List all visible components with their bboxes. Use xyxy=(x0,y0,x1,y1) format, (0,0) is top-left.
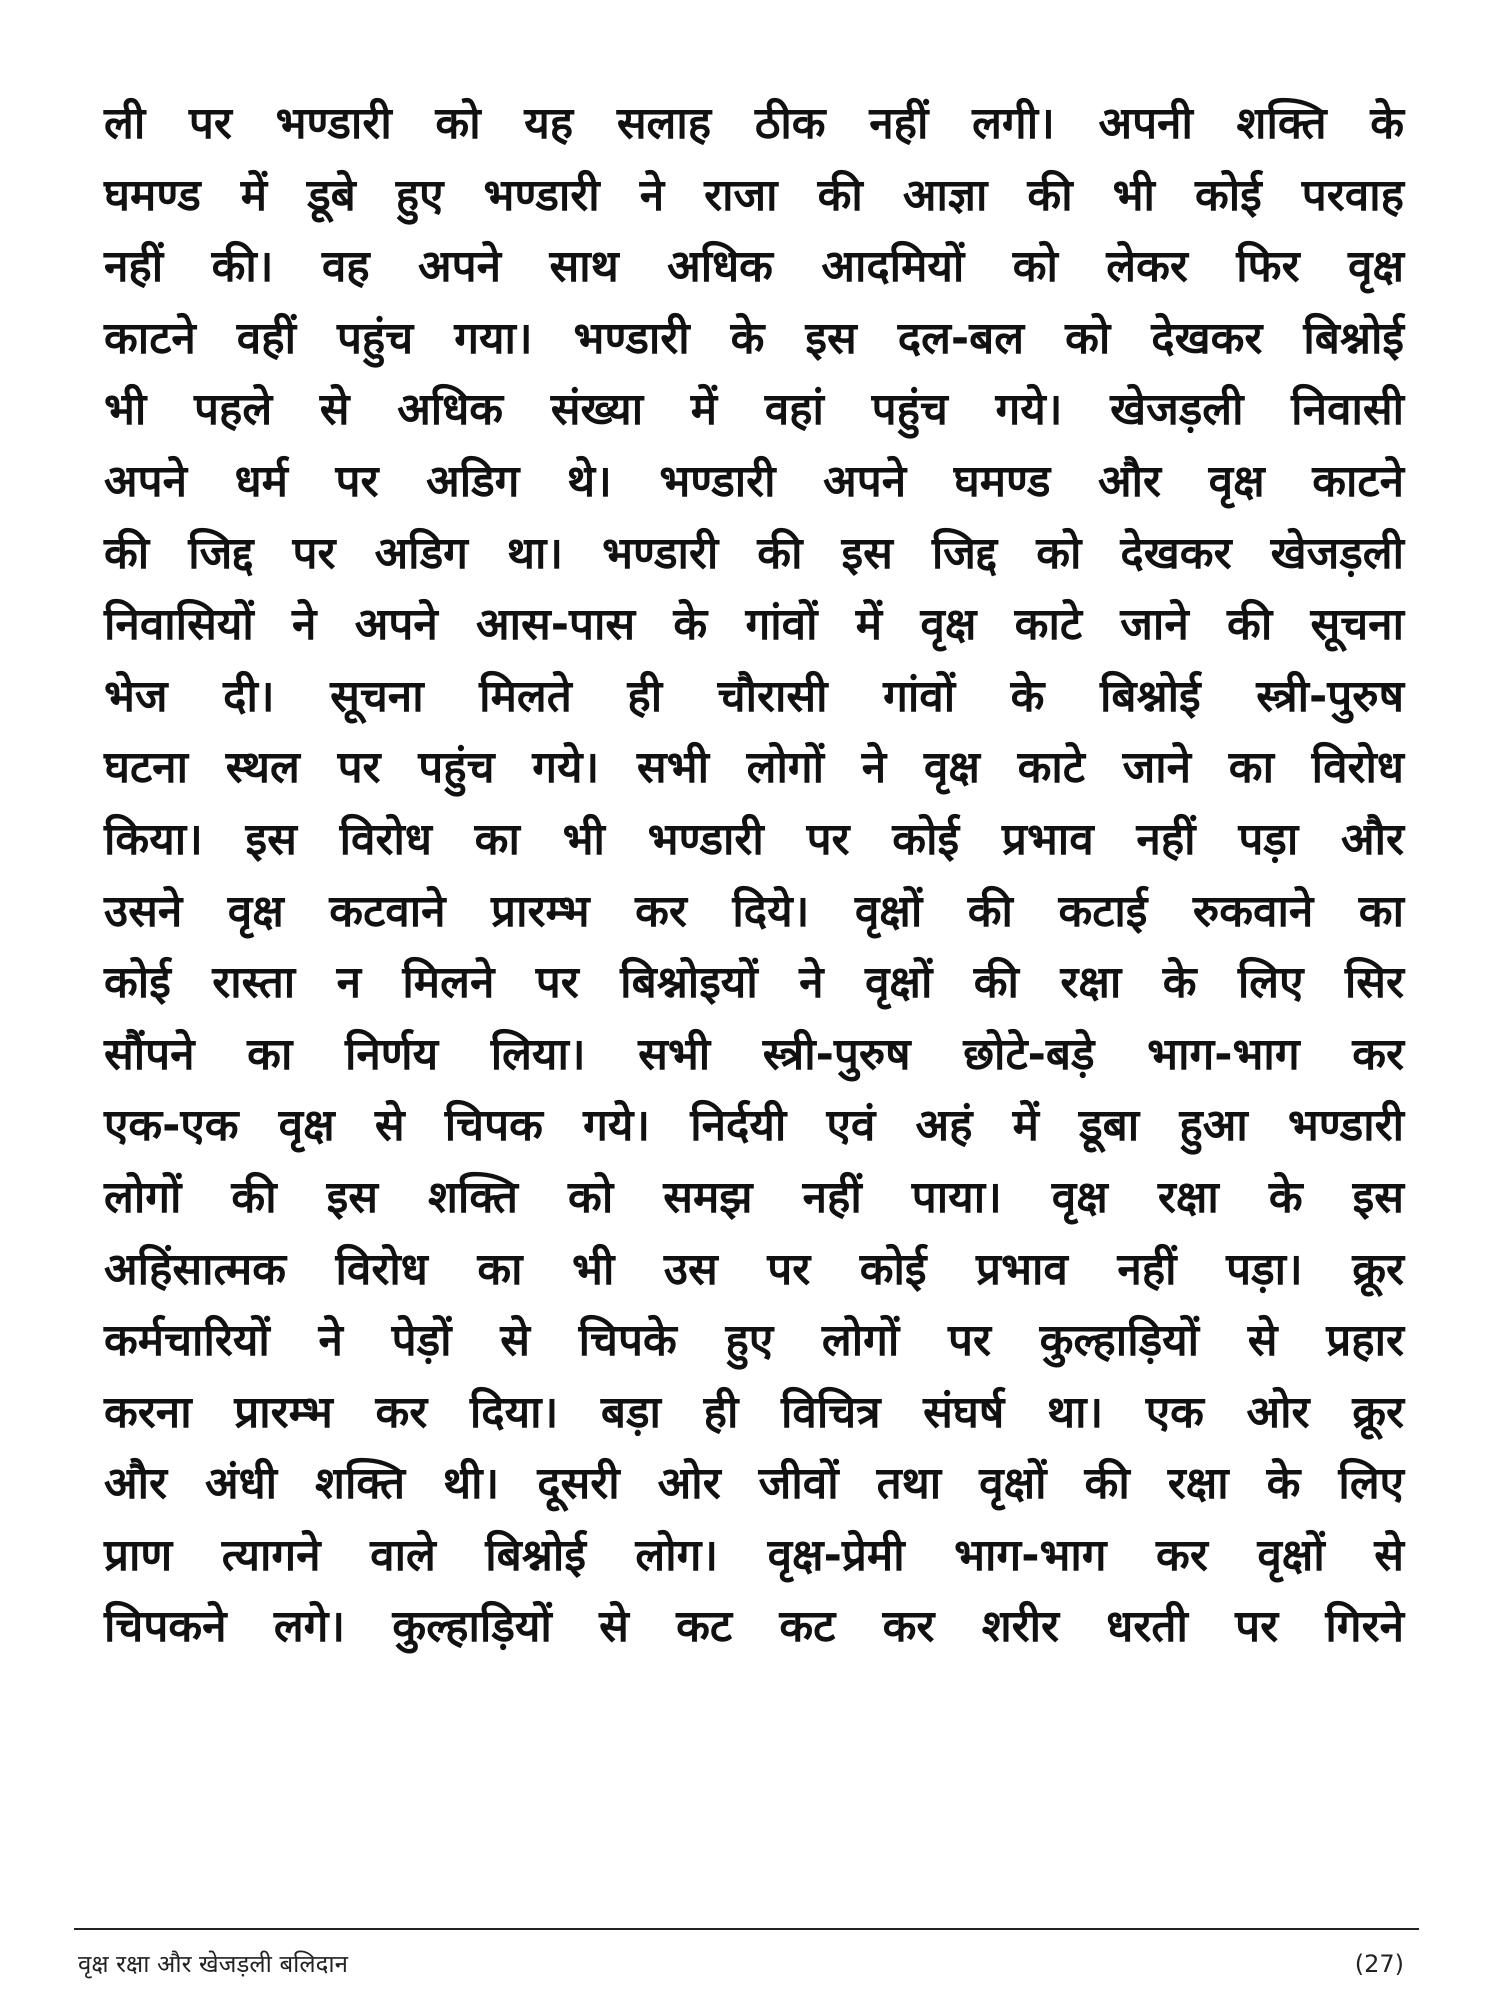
text-line-17: अहिंसात्मक विरोध का भी उस पर कोई प्रभाव नहीं पड़ा। क्रूर xyxy=(104,1243,1404,1295)
text-line-4: काटने वहीं पहुंच गया। भण्डारी के इस दल-बल को देखकर बिश्नोई xyxy=(104,312,1404,364)
text-line-16: लोगों की इस शक्ति को समझ नहीं पाया। वृक्ष रक्षा के इस xyxy=(104,1171,1404,1223)
text-line-10: घटना स्थल पर पहुंच गये। सभी लोगों ने वृक्ष काटे जाने का विरोध xyxy=(104,742,1404,794)
text-line-5: भी पहले से अधिक संख्या में वहां पहुंच गये। खेजड़ली निवासी xyxy=(104,384,1404,436)
text-line-11: किया। इस विरोध का भी भण्डारी पर कोई प्रभाव नहीं पड़ा और xyxy=(104,813,1404,865)
text-line-9: भेज दी। सूचना मिलते ही चौरासी गांवों के बिश्नोई स्त्री-पुरुष xyxy=(104,670,1404,722)
text-line-18: कर्मचारियों ने पेड़ों से चिपके हुए लोगों पर कुल्हाड़ियों से प्रहार xyxy=(104,1315,1404,1367)
text-line-13: कोई रास्ता न मिलने पर बिश्नोइयों ने वृक्षों की रक्षा के लिए सिर xyxy=(104,957,1404,1009)
text-line-21: प्राण त्यागने वाले बिश्नोई लोग। वृक्ष-प्रेमी भाग-भाग कर वृक्षों से xyxy=(104,1529,1404,1581)
text-line-8: निवासियों ने अपने आस-पास के गांवों में वृक्ष काटे जाने की सूचना xyxy=(104,599,1404,651)
page-footer xyxy=(74,1944,1404,1984)
text-line-6: अपने धर्म पर अडिग थे। भण्डारी अपने घमण्ड और वृक्ष काटने xyxy=(104,455,1404,507)
running-footer-title: वृक्ष रक्षा और खेजड़ली बलिदान xyxy=(78,1950,348,1978)
text-line-3: नहीं की। वह अपने साथ अधिक आदमियों को लेकर फिर वृक्ष xyxy=(104,241,1404,293)
text-line-14: सौंपने का निर्णय लिया। सभी स्त्री-पुरुष छोटे-बड़े भाग-भाग कर xyxy=(104,1028,1404,1080)
text-line-22: चिपकने लगे। कुल्हाड़ियों से कट कट कर शरीर धरती पर गिरने xyxy=(104,1601,1404,1653)
text-line-1: ली पर भण्डारी को यह सलाह ठीक नहीं लगी। अपनी शक्ति के xyxy=(104,98,1404,149)
text-line-15: एक-एक वृक्ष से चिपक गये। निर्दयी एवं अहं में डूबा हुआ भण्डारी xyxy=(104,1100,1404,1152)
text-line-20: और अंधी शक्ति थी। दूसरी ओर जीवों तथा वृक्षों की रक्षा के लिए xyxy=(104,1458,1404,1510)
text-line-19: करना प्रारम्भ कर दिया। बड़ा ही विचित्र संघर्ष था। एक ओर क्रूर xyxy=(104,1386,1404,1438)
text-line-12: उसने वृक्ष कटवाने प्रारम्भ कर दिये। वृक्षों की कटाई रुकवाने का xyxy=(104,885,1404,937)
footer-divider xyxy=(74,1928,1419,1930)
text-line-2: घमण्ड में डूबे हुए भण्डारी ने राजा की आज्ञा की भी कोई परवाह xyxy=(104,169,1404,221)
page-number: (27) xyxy=(1354,1950,1404,1978)
text-line-7: की जिद्द पर अडिग था। भण्डारी की इस जिद्द को देखकर खेजड़ली xyxy=(104,527,1404,579)
body-paragraph xyxy=(104,88,1404,1663)
